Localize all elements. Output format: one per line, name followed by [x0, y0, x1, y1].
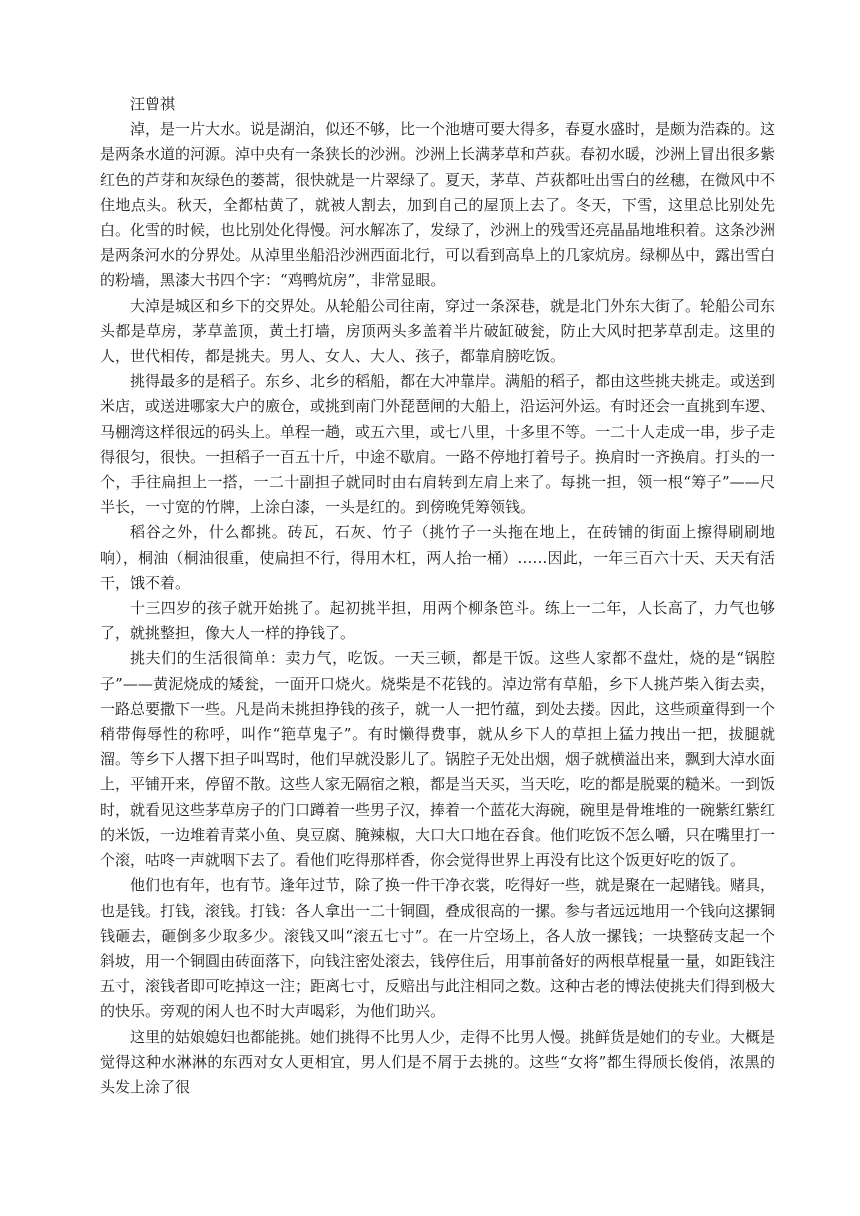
author-name: 汪曾祺: [130, 95, 176, 113]
paragraph-8: 这里的姑娘媳妇也都能挑。她们挑得不比男人少，走得不比男人慢。挑鲜货是她们的专业。大概是觉得这种水淋淋的东西对女人更相宜，男人们是不屑于去挑的。这些“女将”都生得颀长俊俏，浓黑的头发上涂了很: [100, 1027, 776, 1096]
paragraph-2: 大淖是城区和乡下的交界处。从轮船公司往南，穿过一条深巷，就是北门外东大街了。轮船公司东头都是草房，茅草盖顶，黄土打墙，房顶两头多盖着半片破缸破瓮，防止大风时把茅草刮走。这里的人，世代相传，都是挑夫。男人、女人、大人、孩子，都靠肩膀吃饭。: [100, 296, 776, 366]
paragraph-4: 稻谷之外，什么都挑。砖瓦，石灰、竹子（挑竹子一头拖在地上，在砖铺的街面上擦得刷刷地响），桐油（桐油很重，使扁担不行，得用木杠，两人抬一桶）……因此，一年三百六十天、天天有活干，饿不着。: [100, 523, 775, 592]
paragraph-6: 挑夫们的生活很简单：卖力气，吃饭。一天三顿，都是干饭。这些人家都不盘灶，烧的是“锅腔子”——黄泥烧成的矮瓮，一面开口烧火。烧柴是不花钱的。淖边常有草船，乡下人挑芦柴入街去卖，一路总要撒下一些。凡是尚未挑担挣钱的孩子，就一人一把竹蕴，到处去搂。因此，这些顽童得到一个稍带侮辱性的称呼，叫作“筢草鬼子”。有时懒得费事，就从乡下人的草担上猛力拽出一把，拔腿就溜。等乡下人撂下担子叫骂时，他们早就没影儿了。锅腔子无处出烟，烟子就横溢出来，飘到大淖水面上，平铺开来，停留不散。这些人家无隔宿之粮，都是当天买，当天吃，吃的都是脱粟的糙米。一到饭时，就看见这些茅草房子的门口蹲着一些男子汉，捧着一个蓝花大海碗，碗里是骨堆堆的一碗紫红紫红的米饭，一边堆着青菜小鱼、臭豆腐、腌辣椒，大口大口地在吞食。他们吃饭不怎么嚼，只在嘴里打一个滚，咕咚一声就咽下去了。看他们吃得那样香，你会觉得世界上再没有比这个饭更好吃的饭了。: [100, 649, 776, 870]
paragraph-5: 十三四岁的孩子就开始挑了。起初挑半担，用两个柳条笆斗。练上一二年，人长高了，力气也够了，就挑整担，像大人一样的挣钱了。: [100, 599, 775, 643]
paragraph-1: 淖，是一片大水。说是湖泊，似还不够，比一个池塘可要大得多，春夏水盛时，是颇为浩森的。这是两条水道的河源。淖中央有一条狭长的沙洲。沙洲上长满茅草和芦荻。春初水暖，沙洲上冒出很多紫红色的芦芽和灰绿色的蒌蒿，很快就是一片翠绿了。夏天，茅草、芦荻都吐出雪白的丝穗，在微风中不住地点头。秋天，全都枯黄了，就被人割去，加到自己的屋顶上去了。冬天，下雪，这里总比别处先白。化雪的时候，也比别处化得慢。河水解冻了，发绿了，沙洲上的残雪还亮晶晶地堆积着。这条沙洲是两条河水的分界处。从淖里坐船沿沙洲西面北行，可以看到高阜上的几家炕房。绿柳丛中，露出雪白的粉墙，黑漆大书四个字：“鸡鸭炕房”，非常显眼。: [100, 120, 776, 290]
document-page: [100, 92, 775, 1100]
paragraph-3: 挑得最多的是稻子。东乡、北乡的稻船，都在大冲靠岸。满船的稻子，都由这些挑夫挑走。或送到米店，或送进哪家大户的廒仓，或挑到南门外琵琶闸的大船上，沿运河外运。有时还会一直挑到车逻、马棚湾这样很远的码头上。单程一趟，或五六里，或七八里，十多里不等。一二十人走成一串，步子走得很匀，很快。一担稻子一百五十斤，中途不歇肩。一路不停地打着号子。换肩时一齐换肩。打头的一个，手往扁担上一搭，一二十副担子就同时由右肩转到左肩上来了。每挑一担，领一根“筹子”——尺半长，一寸宽的竹牌，上涂白漆，一头是红的。到傍晚凭筹领钱。: [100, 372, 776, 517]
paragraph-7: 他们也有年，也有节。逢年过节，除了换一件干净衣裳，吃得好一些，就是聚在一起赌钱。赌具，也是钱。打钱，滚钱。打钱：各人拿出一二十铜圓，叠成很高的一摞。参与者远远地用一个钱向这摞铜钱砸去，砸倒多少取多少。滚钱又叫“滚五七寸”。在一片空场上，各人放一摞钱；一块整砖支起一个斜坡，用一个铜圓由砖面落下，向钱注密处滚去，钱停住后，用事前备好的两根草棍量一量，如距钱注五寸，滚钱者即可吃掉这一注；距离七寸，反赔出与此注相同之数。这种古老的博法使挑夫们得到极大的快乐。旁观的闲人也不时大声喝彩，为他们助兴。: [100, 876, 776, 1021]
